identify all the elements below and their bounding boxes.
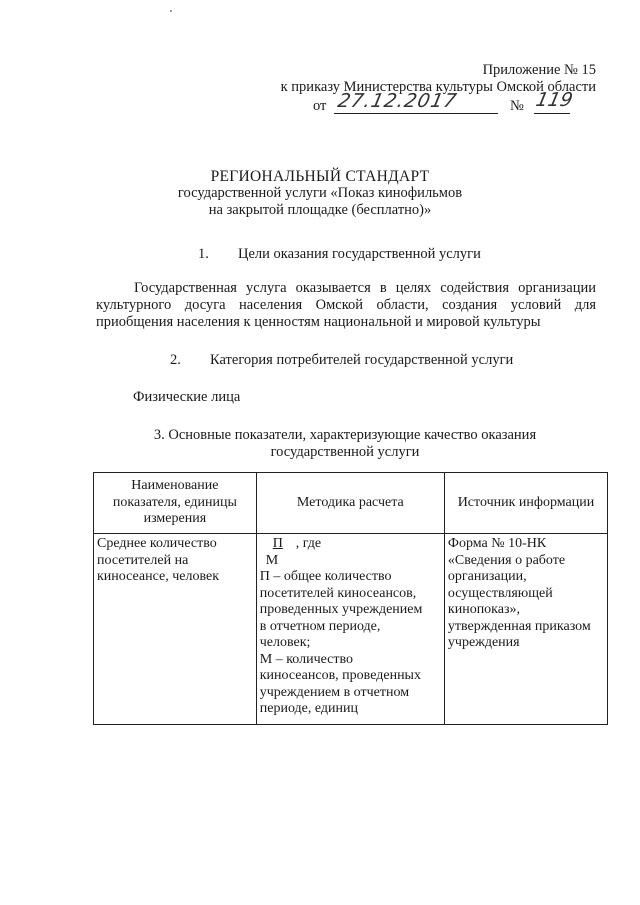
number-label: № <box>510 98 524 114</box>
number-underline <box>534 113 570 114</box>
cell-line: учреждения <box>447 635 520 650</box>
cell-line: киносеансе, человек <box>97 569 219 584</box>
cell-line: М – количество <box>259 651 354 667</box>
formula-numerator: П <box>272 536 283 551</box>
appendix-date-number-line <box>216 89 596 118</box>
cell-line: П – общее количество <box>259 569 392 584</box>
cell-line: утвержденная приказом <box>447 618 591 634</box>
header-text: Наименование <box>131 478 219 494</box>
section-1-heading <box>198 246 481 263</box>
header-text: Методика расчета <box>296 494 404 510</box>
title-line-2: государственной услуги «Показ кинофильмов <box>177 185 463 201</box>
cell-line: посетителей на <box>97 552 189 568</box>
section-2-number: 2. <box>170 352 181 368</box>
section-1-number: 1. <box>198 246 209 262</box>
document-title <box>0 168 640 219</box>
cell-line: в отчетном периоде, <box>259 618 381 634</box>
cell-line: Форма № 10-НК <box>447 536 547 551</box>
section-3-line-1: 3. Основные показатели, характеризующие качество оказания <box>153 427 537 443</box>
title-main: РЕГИОНАЛЬНЫЙ СТАНДАРТ <box>210 168 430 185</box>
handwritten-number: 119 <box>533 89 575 111</box>
paragraph-goals <box>96 280 596 331</box>
section-2-title: Категория потребителей государственной услуги <box>210 352 514 368</box>
section-2-heading <box>170 352 513 369</box>
cell-line: учреждением в отчетном <box>259 684 410 700</box>
cell-line: человек; <box>259 635 311 650</box>
formula-where: , где <box>295 536 322 551</box>
header-text: измерения <box>143 511 207 527</box>
cell-line: посетителей киносеансов, <box>259 585 417 601</box>
cell-source <box>444 534 607 725</box>
cell-line: киносеансов, проведенных <box>259 668 421 683</box>
section-3-heading <box>0 427 640 461</box>
date-underline <box>334 113 498 114</box>
cell-line: осуществляющей <box>447 585 553 601</box>
appendix-header <box>216 62 596 118</box>
cell-line: кинопоказ», <box>447 602 521 617</box>
paragraph-line-3: приобщения населения к ценностям национальной и мировой культуры <box>96 314 541 330</box>
header-text: показателя, единицы <box>112 494 237 510</box>
formula-denominator: М <box>265 552 279 568</box>
from-label: от <box>313 98 327 114</box>
title-line-3: на закрытой площадке (бесплатно)» <box>208 202 432 218</box>
formula-numerator-line <box>260 536 441 553</box>
consumer-category: Физические лица <box>133 389 241 405</box>
cell-line: Среднее количество <box>97 536 217 551</box>
header-source <box>444 473 607 534</box>
scan-speck <box>170 10 172 12</box>
header-text: Источник информации <box>457 494 595 510</box>
appendix-number: Приложение № 15 <box>482 62 596 78</box>
paragraph-line-1: Государственная услуга оказывается в целях содействия организации <box>134 280 596 296</box>
header-method <box>256 473 444 534</box>
header-indicator-name <box>94 473 257 534</box>
table-row <box>94 534 608 725</box>
table-header-row <box>94 473 608 534</box>
cell-line: проведенных учреждением <box>259 602 423 617</box>
indicators-table <box>93 472 608 725</box>
cell-line: периоде, единиц <box>259 701 359 716</box>
section-1-title: Цели оказания государственной услуги <box>238 246 481 262</box>
paragraph-line-2: культурного досуга населения Омской области, создания условий для <box>96 297 596 313</box>
cell-method <box>256 534 444 725</box>
cell-line: организации, <box>447 569 527 584</box>
cell-indicator <box>94 534 257 725</box>
appendix-order-ref: к приказу Министерства культуры Омской области <box>280 79 596 95</box>
section-3-line-2: государственной услуги <box>270 444 420 460</box>
cell-line: «Сведения о работе <box>447 552 566 568</box>
handwritten-date: 27.12.2017 <box>335 90 460 112</box>
